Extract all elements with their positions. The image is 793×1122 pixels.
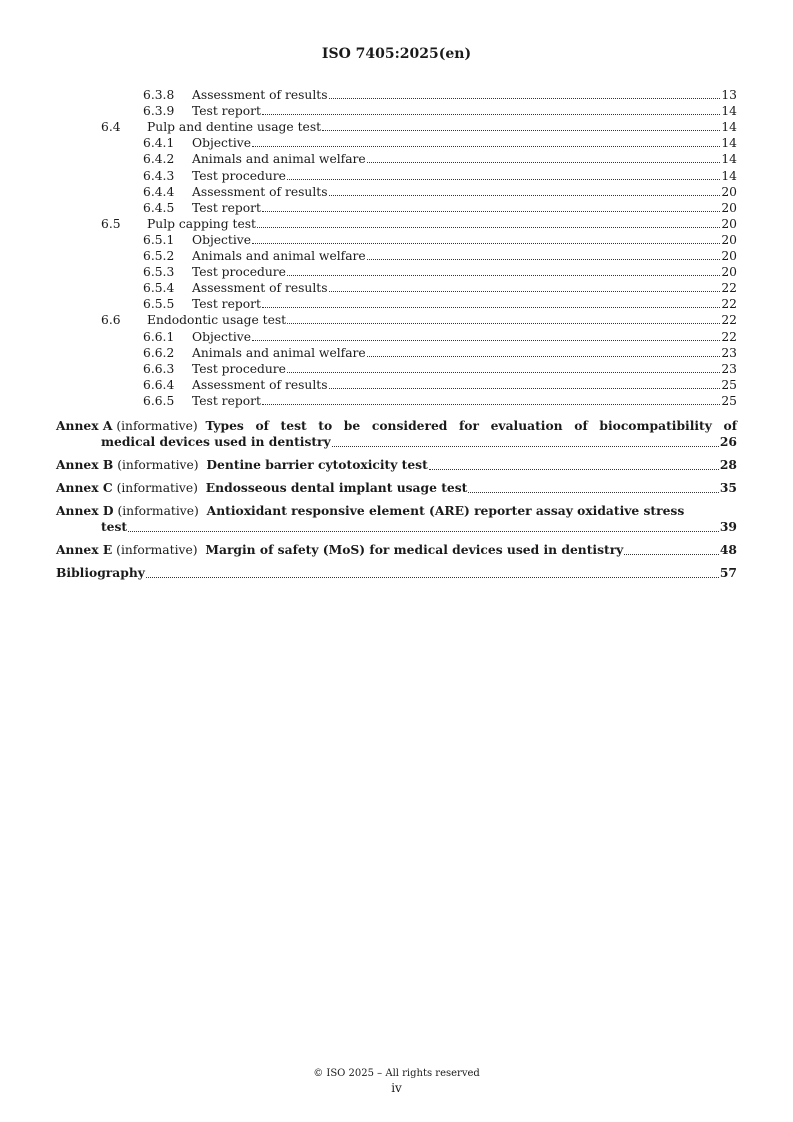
- toc-entry-number: 6.6: [101, 313, 121, 328]
- toc-entry-title: Objective: [192, 329, 252, 344]
- leader-dots: [367, 259, 721, 260]
- toc-entry-page: 23: [721, 345, 737, 360]
- toc-entry-title: Test procedure: [192, 265, 286, 280]
- toc-entry-number: 6.4.5: [143, 200, 175, 215]
- annex-page: 35: [719, 479, 737, 495]
- toc-entry-number: 6.5.1: [143, 232, 175, 247]
- toc-entry[interactable]: [56, 215, 737, 231]
- leader-dots: [367, 356, 721, 357]
- toc-annex-e[interactable]: [56, 542, 737, 558]
- toc-entry[interactable]: [56, 134, 737, 150]
- toc-entry-title: Assessment of results: [192, 184, 328, 199]
- leader-dots: [252, 340, 720, 341]
- toc-annex-a[interactable]: [56, 418, 737, 450]
- toc-entry-number: 6.6.5: [143, 393, 175, 408]
- toc-entry-title: Endodontic usage test: [147, 313, 287, 328]
- toc-entry-number: 6.3.9: [143, 104, 175, 119]
- toc-entry-title: Test report: [192, 104, 261, 119]
- toc-annex-b[interactable]: [56, 457, 737, 473]
- toc-entry[interactable]: [56, 295, 737, 311]
- leader-dots: [624, 554, 719, 555]
- toc-entry-page: 13: [721, 88, 737, 103]
- bibliography-page: 57: [719, 564, 737, 580]
- leader-dots: [287, 323, 720, 324]
- toc-entry[interactable]: [56, 392, 737, 408]
- toc-entry-number: 6.4.1: [143, 136, 175, 151]
- annex-title: Margin of safety (MoS) for medical devices used in dentistry: [205, 541, 624, 557]
- leader-dots: [252, 243, 720, 244]
- table-of-contents: [56, 86, 737, 581]
- annex-title-cont: medical devices used in dentistry: [101, 433, 331, 449]
- toc-entry-title: Animals and animal welfare: [192, 249, 366, 264]
- toc-entry[interactable]: [56, 327, 737, 343]
- toc-annex-d[interactable]: [56, 503, 737, 535]
- annex-title: Dentine barrier cytotoxicity test: [206, 456, 428, 472]
- toc-entry-page: 20: [721, 232, 737, 247]
- toc-entry[interactable]: [56, 102, 737, 118]
- toc-entry-number: 6.5.4: [143, 281, 175, 296]
- toc-entry-page: 14: [721, 152, 737, 167]
- bibliography-title: Bibliography: [56, 564, 145, 580]
- toc-entry-page: 20: [721, 249, 737, 264]
- leader-dots: [262, 307, 720, 308]
- leader-dots: [262, 114, 720, 115]
- leader-dots: [287, 275, 720, 276]
- annex-note: (informative): [117, 457, 199, 472]
- toc-entry-number: 6.6.2: [143, 345, 175, 360]
- toc-entry-page: 20: [721, 216, 737, 231]
- leader-dots: [329, 291, 721, 292]
- toc-entry-title: Objective: [192, 232, 252, 247]
- toc-entry-title: Test report: [192, 393, 261, 408]
- toc-entry-page: 25: [721, 393, 737, 408]
- toc-entry-title: Test report: [192, 297, 261, 312]
- toc-entry-page: 23: [721, 361, 737, 376]
- leader-dots: [329, 195, 721, 196]
- annex-label: Annex D: [56, 502, 114, 518]
- toc-entry-page: 20: [721, 184, 737, 199]
- toc-entry-number: 6.4.4: [143, 184, 175, 199]
- toc-entry-page: 20: [721, 265, 737, 280]
- leader-dots: [287, 372, 720, 373]
- toc-entry-number: 6.3.8: [143, 88, 175, 103]
- leader-dots: [262, 404, 720, 405]
- annex-label: Annex B: [56, 456, 114, 472]
- leader-dots: [128, 531, 719, 532]
- toc-entry-number: 6.6.4: [143, 377, 175, 392]
- page-number: iv: [391, 1081, 402, 1095]
- toc-entry-number: 6.6.1: [143, 329, 175, 344]
- annex-label: Annex E: [56, 541, 113, 557]
- leader-dots: [322, 130, 720, 131]
- toc-entry-number: 6.6.3: [143, 361, 175, 376]
- toc-entry[interactable]: [56, 376, 737, 392]
- leader-dots: [287, 179, 720, 180]
- leader-dots: [429, 469, 719, 470]
- toc-annex-c[interactable]: [56, 480, 737, 496]
- annex-title: Endosseous dental implant usage test: [205, 479, 468, 495]
- leader-dots: [262, 211, 720, 212]
- toc-entry-page: 20: [721, 200, 737, 215]
- toc-entry[interactable]: [56, 118, 737, 134]
- annex-label: Annex A: [56, 417, 113, 433]
- toc-entry-page: 14: [721, 104, 737, 119]
- toc-entry-number: 6.5.5: [143, 297, 175, 312]
- toc-entry-number: 6.4.3: [143, 168, 175, 183]
- annex-note: (informative): [116, 542, 198, 557]
- annex-page: 39: [719, 518, 737, 534]
- toc-entry-number: 6.4.2: [143, 152, 175, 167]
- toc-entry-title: Animals and animal welfare: [192, 345, 366, 360]
- toc-entry[interactable]: [56, 86, 737, 102]
- leader-dots: [257, 227, 720, 228]
- page-footer: [0, 1066, 793, 1096]
- toc-entry[interactable]: [56, 150, 737, 166]
- toc-entry-page: 22: [721, 297, 737, 312]
- toc-entry[interactable]: [56, 166, 737, 182]
- toc-rows: [56, 86, 737, 408]
- toc-entry-title: Assessment of results: [192, 281, 328, 296]
- annex-note: (informative): [116, 418, 198, 433]
- leader-dots: [332, 446, 719, 447]
- toc-entry-number: 6.5: [101, 216, 121, 231]
- annex-title: Types of test to be considered for evaluation of biocompatibility of: [205, 417, 737, 433]
- toc-entry[interactable]: [56, 199, 737, 215]
- leader-dots: [146, 577, 719, 578]
- document-header: ISO 7405:2025(en): [321, 46, 472, 62]
- copyright-notice: © ISO 2025 – All rights reserved: [313, 1068, 480, 1079]
- annex-page: 26: [719, 433, 737, 449]
- toc-entry[interactable]: [56, 183, 737, 199]
- toc-entry-page: 22: [721, 329, 737, 344]
- toc-entry[interactable]: [56, 263, 737, 279]
- toc-entry-title: Test procedure: [192, 168, 286, 183]
- toc-entry-title: Assessment of results: [192, 377, 328, 392]
- annex-title: Antioxidant responsive element (ARE) reporter assay oxidative stress: [206, 502, 685, 518]
- toc-entry-title: Objective: [192, 136, 252, 151]
- toc-entry[interactable]: [56, 360, 737, 376]
- toc-entry-page: 14: [721, 168, 737, 183]
- toc-entry-title: Pulp capping test: [147, 216, 256, 231]
- toc-entry-page: 14: [721, 136, 737, 151]
- toc-entry-title: Animals and animal welfare: [192, 152, 366, 167]
- toc-entry-number: 6.5.3: [143, 265, 175, 280]
- annex-note: (informative): [117, 503, 199, 518]
- leader-dots: [367, 162, 721, 163]
- toc-entry-page: 25: [721, 377, 737, 392]
- leader-dots: [329, 98, 721, 99]
- leader-dots: [252, 146, 720, 147]
- toc-entry-title: Test report: [192, 200, 261, 215]
- toc-entry-number: 6.4: [101, 120, 121, 135]
- toc-entry[interactable]: [56, 231, 737, 247]
- toc-entry[interactable]: [56, 279, 737, 295]
- annex-title-cont: test: [101, 518, 128, 534]
- annex-label: Annex C: [56, 479, 113, 495]
- annex-page: 48: [719, 541, 737, 557]
- toc-entry-title: Test procedure: [192, 361, 286, 376]
- leader-dots: [329, 388, 721, 389]
- annex-note: (informative): [116, 480, 198, 495]
- toc-entry-page: 22: [721, 313, 737, 328]
- toc-entry[interactable]: [56, 344, 737, 360]
- toc-entry-page: 14: [721, 120, 737, 135]
- toc-entry-title: Assessment of results: [192, 88, 328, 103]
- annex-page: 28: [719, 456, 737, 472]
- toc-entry[interactable]: [56, 247, 737, 263]
- toc-bibliography[interactable]: [56, 565, 737, 581]
- toc-entry-page: 22: [721, 281, 737, 296]
- leader-dots: [468, 492, 719, 493]
- toc-entry-number: 6.5.2: [143, 249, 175, 264]
- toc-entry-title: Pulp and dentine usage test: [147, 120, 322, 135]
- toc-entry[interactable]: [56, 311, 737, 327]
